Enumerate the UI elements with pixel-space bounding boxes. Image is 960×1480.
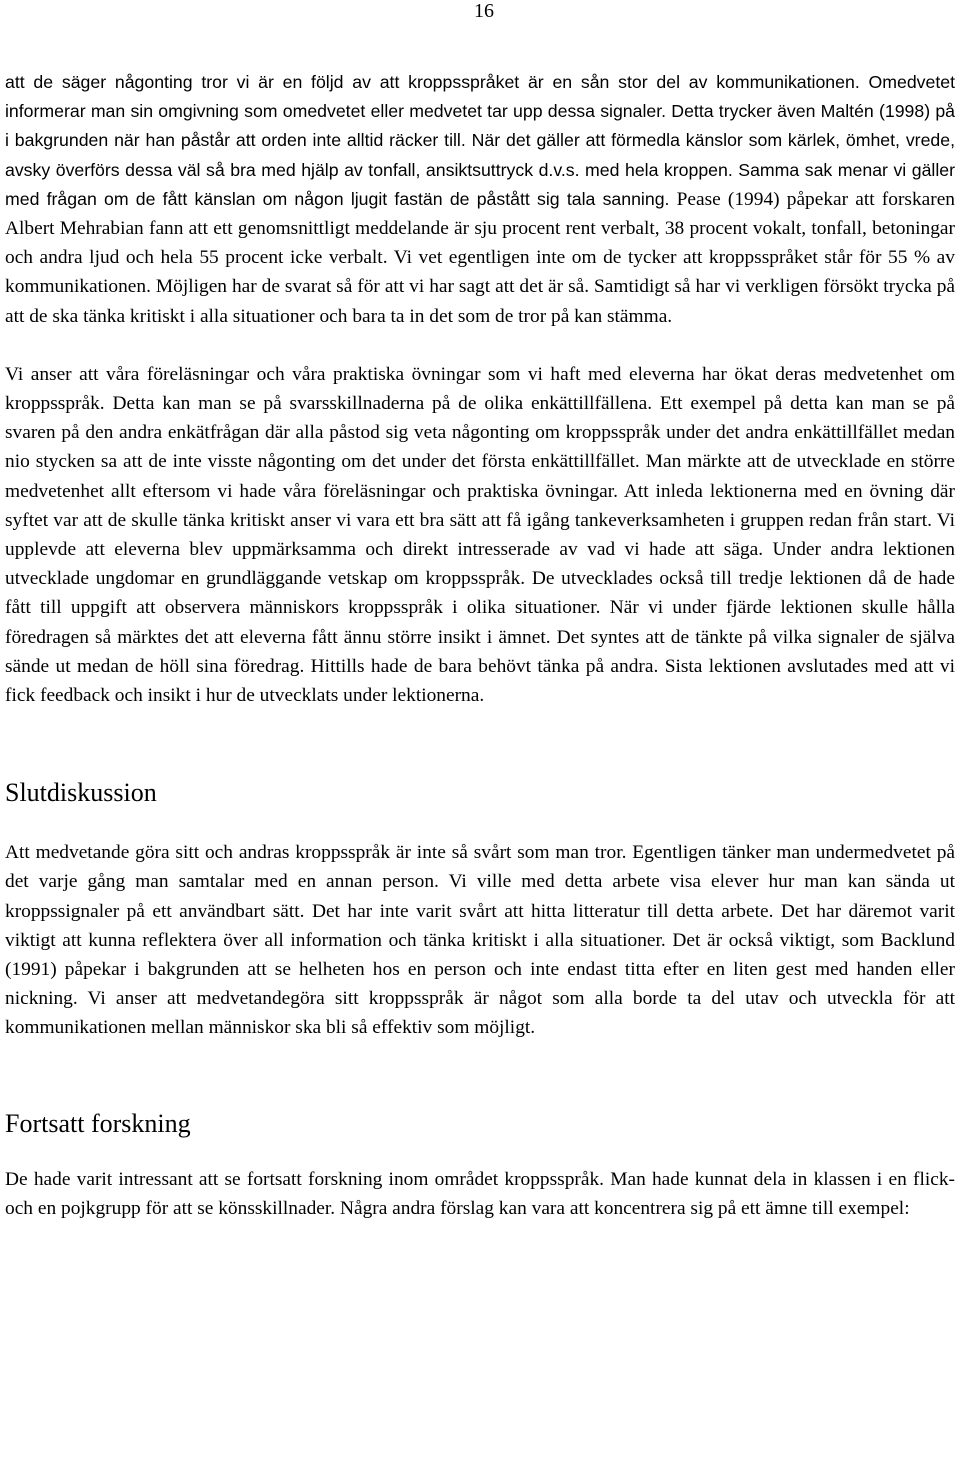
fortsatt-forskning-paragraph: De hade varit intressant att se fortsatt forskning inom området kroppsspråk. Man hade kunnat dela in klassen i en flick- och en pojkgrupp för att se könsskillnader. Några andra förslag kan vara att koncentrera sig på ett ämne till exempel:	[5, 1168, 955, 1219]
intro-serif-text: Pease (1994) påpekar att forskaren Albert Mehrabian fann att ett genomsnittligt meddelande är sju procent rent verbalt, 38 procent vokalt, tonfall, betoningar och andra ljud och hela 55 procent icke verbalt. Vi vet egentligen inte om de tycker att kroppsspråket står för 55 % av kommunikationen. Möjligen har de svarat så för att vi har sagt att det är så. Samtidigt så har vi verkligen försökt trycka på att de ska tänka kritiskt i alla situationer och bara ta in det som de tror på kan stämma.	[5, 188, 956, 327]
section-heading-fortsatt-forskning: Fortsatt forskning	[5, 1108, 191, 1138]
section-heading-slutdiskussion: Slutdiskussion	[5, 778, 157, 808]
document-body	[5, 68, 955, 1223]
intro-sans-text: att de säger någonting tror vi är en följd av att kroppsspråket är en sån stor del av kommunikationen. Omedvetet informerar man sin omgivning som omedvetet eller medvetet tar upp dessa signaler. Detta trycker även Maltén (1998) på i bakgrunden när han påstår att orden inte alltid räcker till. När det gäller att förmedla känslor som kärlek, ömhet, vrede, avsky överförs dessa väl så bra med hjälp av tonfall, ansiktsuttryck d.v.s. med hela kroppen. Samma sak menar vi gäller med frågan om de fått känslan om någon ljugit fastän de påstått sig tala sanning.	[5, 72, 955, 209]
intro-paragraph	[5, 68, 955, 331]
page-number: 16	[474, 0, 494, 22]
slutdiskussion-paragraph: Att medvetande göra sitt och andras kroppsspråk är inte så svårt som man tror. Egentligen tänker man undermedvetet på det varje gång man samtalar med en annan person. Vi ville med detta arbete visa elever hur man kan sända ut kroppssignaler på ett användbart sätt. Det har inte varit svårt att hitta litteratur till detta arbete. Det har däremot varit viktigt att kunna reflektera över all information och tänka kritiskt i alla situationer. Det är också viktigt, som Backlund (1991) påpekar i bakgrunden att se helheten hos en person och inte endast titta efter en liten gest med handen eller nickning. Vi anser att medvetandegöra sitt kroppsspråk är något som alla borde ta del utav och utveckla för att kommunikationen mellan människor ska bli så effektiv som möjligt.	[5, 842, 955, 1039]
lectures-paragraph: Vi anser att våra föreläsningar och våra praktiska övningar som vi haft med eleverna har ökat deras medvetenhet om kroppsspråk. Detta kan man se på svarsskillnaderna på de olika enkättillfällena. Ett exempel på detta kan man se på svaren på den andra enkätfrågan där alla påstod sig veta någonting om kroppsspråk under det andra enkättillfället medan nio stycken sa att de inte visste någonting om det under det första enkättillfället. Man märkte att de utvecklade en större medvetenhet allt eftersom vi hade våra föreläsningar och praktiska övningar. Att inleda lektionerna med en övning där syftet var att de skulle tänka kritiskt anser vi vara ett bra sätt att få igång tankeverksamheten i gruppen redan från start. Vi upplevde att eleverna blev uppmärksamma och direkt intresserade av vad vi hade att säga. Under andra lektionen utvecklade ungdomar en grundläggande vetskap om kroppsspråk. De utvecklades också till tredje lektionen då de hade fått till uppgift att observera människors kroppsspråk i olika situationer. När vi under fjärde lektionen skulle hålla föredragen så märktes det att eleverna fått ännu större insikt i ämnet. Det syntes att de tänkte på vilka signaler de själva sände ut medan de höll sina föredrag. Hittills hade de bara behövt tänka på andra. Sista lektionen avslutades med att vi fick feedback och insikt i hur de utvecklats under lektionerna.	[5, 363, 955, 707]
